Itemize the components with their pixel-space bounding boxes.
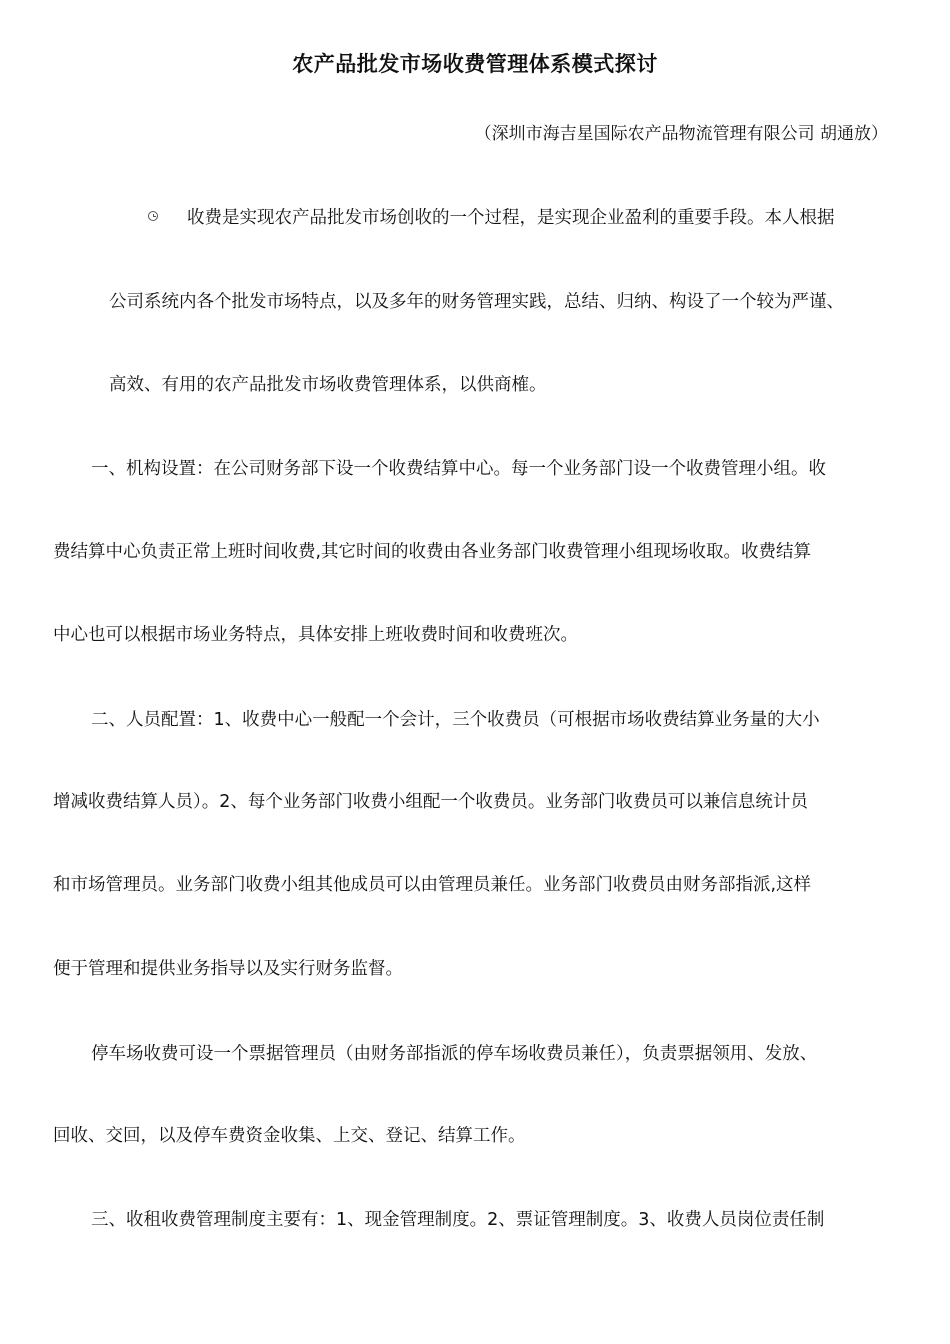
section1-line-3: 中心也可以根据市场业务特点，具体安排上班收费时间和收费班次。 bbox=[53, 625, 578, 645]
intro-line-3: 高效、有用的农产品批发市场收费管理体系，以供商榷。 bbox=[109, 375, 547, 395]
section2-line-2: 增减收费结算人员）。2、每个业务部门收费小组配一个收费员。业务部门收费员可以兼信息统计员 bbox=[53, 792, 808, 812]
section3-line-1: 三、收租收费管理制度主要有：1、现金管理制度。2、票证管理制度。3、收费人员岗位责任制 bbox=[91, 1210, 825, 1230]
section1-line-1: 一、机构设置：在公司财务部下设一个收费结算中心。每一个业务部门设一个收费管理小组。收 bbox=[91, 459, 826, 479]
section2-line-4: 便于管理和提供业务指导以及实行财务监督。 bbox=[53, 959, 403, 979]
author-line: （深圳市海吉星国际农产品物流管理有限公司 胡通放） bbox=[474, 124, 888, 144]
section2-line-3: 和市场管理员。业务部门收费小组其他成员可以由管理员兼任。业务部门收费员由财务部指派,这样 bbox=[53, 875, 812, 895]
document-title: 农产品批发市场收费管理体系模式探讨 bbox=[292, 52, 658, 76]
section1-line-2: 费结算中心负责正常上班时间收费,其它时间的收费由各业务部门收费管理小组现场收取。收费结算 bbox=[53, 542, 812, 562]
parking-line-2: 回收、交回，以及停车费资金收集、上交、登记、结算工作。 bbox=[53, 1126, 526, 1146]
intro-line-1: 收费是实现农产品批发市场创收的一个过程，是实现企业盈利的重要手段。本人根据 bbox=[187, 208, 835, 228]
clock-bullet-icon bbox=[148, 211, 158, 221]
intro-line-2: 公司系统内各个批发市场特点，以及多年的财务管理实践，总结、归纳、构设了一个较为严谨、 bbox=[109, 292, 844, 312]
section2-line-1: 二、人员配置：1、收费中心一般配一个会计，三个收费员（可根据市场收费结算业务量的大小 bbox=[91, 710, 820, 730]
parking-line-1: 停车场收费可设一个票据管理员（由财务部指派的停车场收费员兼任），负责票据领用、发放、 bbox=[91, 1044, 818, 1064]
